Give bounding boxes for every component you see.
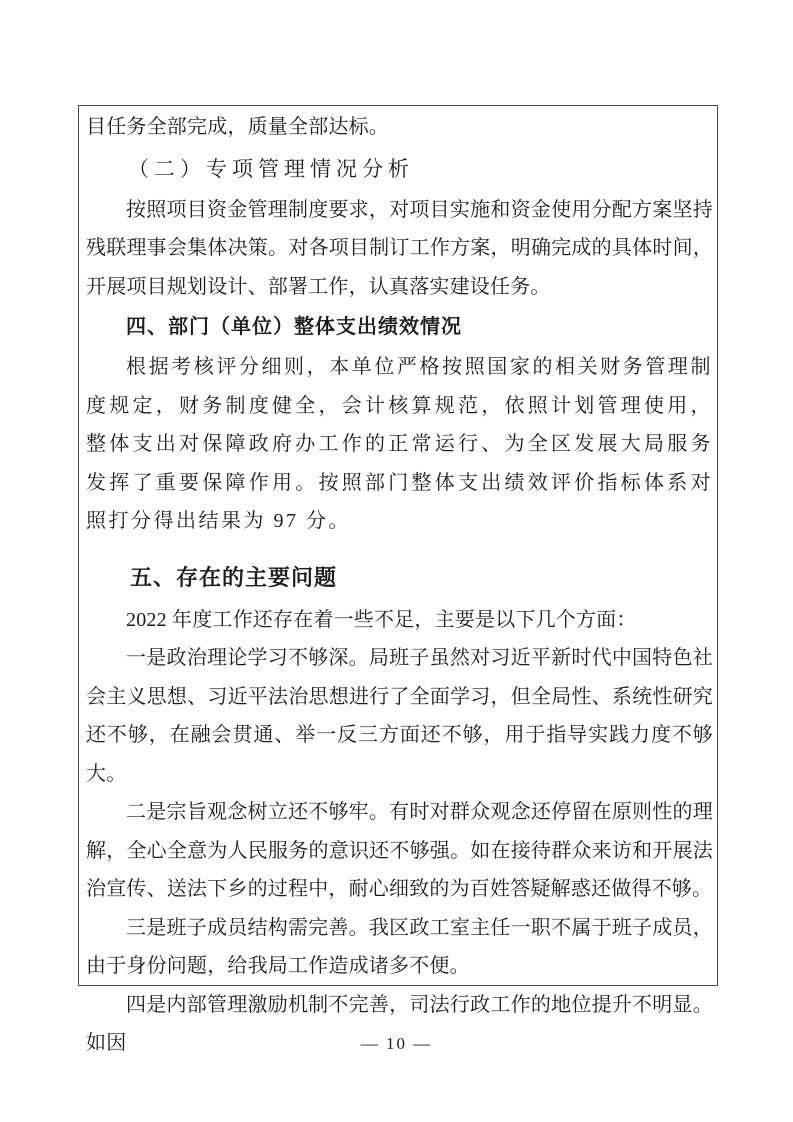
page-number: — 10 — bbox=[360, 1034, 433, 1053]
paragraph: 四是内部管理激励机制不完善，司法行政工作的地位提升不明显。如因 bbox=[86, 993, 713, 1054]
paragraph: 二是宗旨观念树立还不够牢。有时对群众观念还停留在原则性的理解，全心全意为人民服务的意识还不够强。如在接待群众来访和开展法治宣传、送法下乡的过程中，耐心细致的为百姓答疑解惑还做得不够。 bbox=[86, 801, 713, 900]
section-heading-overall-expenditure: 四、部门（单位）整体支出绩效情况 bbox=[126, 316, 462, 338]
paragraph: 一是政治理论学习不够深。局班子虽然对习近平新时代中国特色社会主义思想、习近平法治思想进行了全面学习，但全局性、系统性研究还不够，在融会贯通、举一反三方面还不够，用于指导实践力度不够大。 bbox=[86, 647, 713, 785]
paragraph: 2022 年度工作还存在着一些不足，主要是以下几个方面： bbox=[126, 608, 637, 631]
section-heading-main-problems: 五、存在的主要问题 bbox=[130, 564, 338, 590]
paragraph: 按照项目资金管理制度要求，对项目实施和资金使用分配方案坚持残联理事会集体决策。对各项目制订工作方案，明确完成的具体时间，开展项目规划设计、部署工作，认真落实建设任务。 bbox=[86, 198, 713, 298]
paragraph: 根据考核评分细则，本单位严格按照国家的相关财务管理制度规定，财务制度健全，会计核算规范，依照计划管理使用，整体支出对保障政府办工作的正常运行、为全区发展大局服务发挥了重要保障作用。按照部门整体支出绩效评价指标体系对照打分得出结果为 97 分。 bbox=[86, 356, 713, 532]
paragraph-continuation: 目任务全部完成，质量全部达标。 bbox=[86, 116, 389, 138]
subsection-heading-special-management: （二）专项管理情况分析 bbox=[128, 156, 414, 181]
paragraph: 三是班子成员结构需完善。我区政工室主任一职不属于班子成员，由于身份问题，给我局工作造成诸多不便。 bbox=[86, 916, 713, 977]
